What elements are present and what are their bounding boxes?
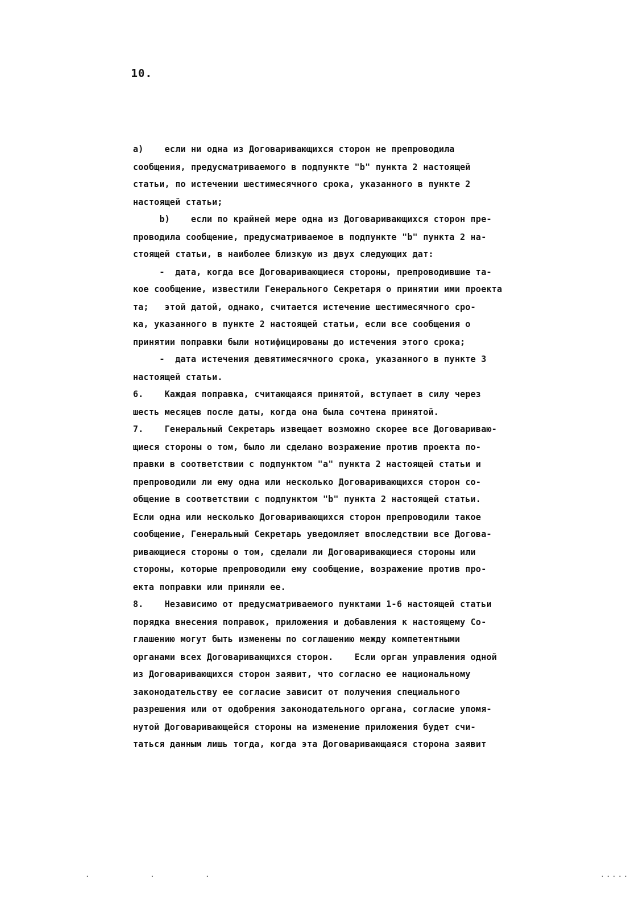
text-line: ривающиеся стороны о том, сделали ли Договаривающиеся стороны или [133,547,476,558]
text-line: глашению могут быть изменены по соглашению между компетентными [133,635,460,645]
text-line: сообщения, предусматриваемого в подпункте "b" пункта 2 настоящей [133,162,471,173]
text-line: принятии поправки были нотифицированы до истечения этого срока; [133,337,466,348]
text-line: екта поправки или приняли ее. [133,582,286,593]
text-line: Если одна или несколько Договаривающихся сторон препроводили такое [133,512,482,523]
text-line: настоящей статьи. [133,372,223,383]
text-line: из Договаривающихся сторон заявит, что согласно ее национальному [133,670,471,680]
scan-mark: . [150,870,156,879]
text-line: стороны, которые препроводили ему сообщение, возражение против про- [133,565,487,575]
text-line: 6. Каждая поправка, считающаяся принятой, вступает в силу через [133,390,482,400]
text-line: ка, указанного в пункте 2 настоящей статьи, если все сообщения о [133,320,471,330]
text-line: проводила сообщение, предусматриваемое в подпункте "b" пункта 2 на- [133,232,487,243]
footer-scan-marks [0,864,640,884]
text-line: законодательству ее согласие зависит от получения специального [133,687,460,698]
text-line: кое сообщение, известили Генерального Секретаря о принятии ими проекта [133,285,503,295]
text-line: - дата, когда все Договаривающиеся стороны, препроводившие та- [133,267,492,278]
text-line: щиеся стороны о том, было ли сделано возражение против проекта по- [133,442,482,453]
text-line: органами всех Договаривающихся сторон. Если орган управления одной [133,652,497,663]
text-line: а) если ни одна из Договаривающихся сторон не препроводила [133,145,455,155]
text-line: 8. Независимо от предусматриваемого пунктами 1-6 настоящей статьи [133,600,492,610]
text-line: таться данным лишь тогда, когда эта Договаривающаяся сторона заявит [133,740,487,750]
text-line: правки в соответствии с подпунктом "a" пункта 2 настоящей статьи и [133,460,482,470]
text-line: порядка внесения поправок, приложения и добавления к настоящему Со- [133,617,487,628]
text-line: шесть месяцев после даты, когда она была сочтена принятой. [133,407,439,418]
text-line: стоящей статьи, в наиболее близкую из двух следующих дат: [133,250,434,260]
text-line: та; этой датой, однако, считается истечение шестимесячного сро- [133,302,476,313]
text-line: препроводили ли ему одна или несколько Договаривающихся сторон со- [133,477,482,488]
text-line: 7. Генеральный Секретарь извещает возможно скорее все Договариваю- [133,425,497,435]
text-line: сообщение, Генеральный Секретарь уведомляет впоследствии все Догова- [133,530,492,540]
text-line: - дата истечения девятимесячного срока, указанного в пункте 3 [133,355,487,365]
scan-mark: . [85,870,91,879]
scan-mark: ..... [600,870,630,879]
document-body [133,142,518,755]
text-line: b) если по крайней мере одна из Договаривающихся сторон пре- [133,215,492,225]
text-line: разрешения или от одобрения законодательного органа, согласие упомя- [133,705,492,715]
scan-mark: . [205,870,211,879]
text-line: общение в соответствии с подпунктом "b" пункта 2 настоящей статьи. [133,495,482,505]
page-number: 10. [131,67,153,80]
text-line: нутой Договаривающейся стороны на изменение приложения будет счи- [133,722,476,733]
text-line: настоящей статьи; [133,197,223,208]
text-line: статьи, по истечении шестимесячного срока, указанного в пункте 2 [133,180,471,190]
